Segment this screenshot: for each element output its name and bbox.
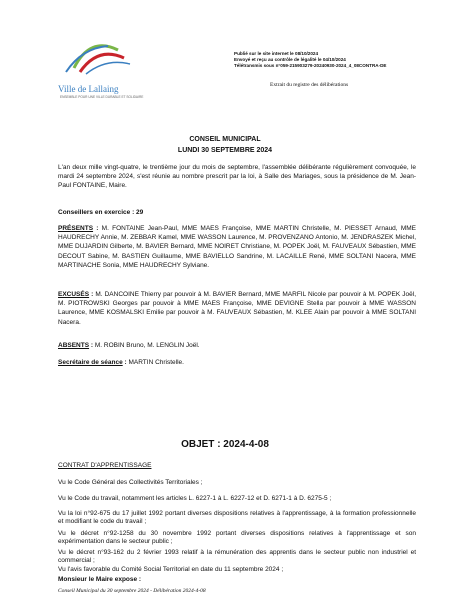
excuses-label: EXCUSÉS [58, 291, 90, 298]
intro-paragraph: L'an deux mille vingt-quatre, le trentième jour du mois de septembre, l'assemblée délibérante régulièrement convoquée, le mardi 24 septembre 2024, s'est réunie au nombre prescrit par la loi, à Salle des Mariages, sous la présidence de M. Jean-Paul FONTAINE, Maire. [58, 164, 416, 190]
visa-5: Vu le décret n°93-162 du 2 février 1993 relatif à la rémunération des apprentis dans le secteur public non industriel et commercial ; [58, 549, 416, 565]
presents-list: M. FONTAINE Jean-Paul, MME MAES Françoise, MME MARTIN Christelle, M. PIESSET Arnaud, MME HAUDRECHY Annie, M. ZEBBAR Kamel, MME WASSON Laurence, M. PROVENZANO Antonio, M. JENDRASZEK Michel, MME DUJARDIN Gilberte, M. BAVIER Bernard, MME NOIRET Christiane, M. POPEK Joël, M. FAUVEAUX Sébastien, MME DECOUT Sabine, M. BASTIEN Guillaume, MME BAVIELLO Sandrine, M. LACAILLE René, MME SOLTANI Nacera, MME MARTINACHE Sonia, MME HAUDRECHY Sylviane. [58, 225, 416, 269]
conseillers-count: 29 [136, 209, 144, 216]
register-extract: Extrait du registre des délibérations [270, 82, 349, 88]
document-title: CONSEIL MUNICIPAL [189, 136, 261, 143]
presents-label: PRÉSENTS [58, 225, 94, 232]
logo-name: Ville de Lallaing [58, 84, 119, 94]
logo-tagline: ENSEMBLE POUR UNE VILLE DURABLE ET SOLIDAIRE [60, 95, 144, 99]
absents-label: ABSENTS [58, 342, 90, 349]
secretaire-label: Secrétaire de séance [58, 359, 123, 366]
secretaire-line: Secrétaire de séance : MARTIN Christelle. [58, 359, 184, 366]
visa-3: Vu la loi n°92-675 du 17 juillet 1992 portant diverses dispositions relatives à l'apprentissage, à la formation professionnelle et modifiant le code du travail ; [58, 510, 416, 526]
conseillers-line: Conseillers en exercice : 29 [58, 209, 144, 216]
secretaire-name: MARTIN Christelle. [128, 359, 184, 366]
publication-stamp [234, 51, 387, 68]
section-heading: CONTRAT D'APPRENTISSAGE [58, 462, 152, 469]
presents-paragraph: PRÉSENTS : M. FONTAINE Jean-Paul, MME MAES Françoise, MME MARTIN Christelle, M. PIESSET Arnaud, MME HAUDRECHY Annie, M. ZEBBAR Kamel, MME WASSON Laurence, M. PROVENZANO Antonio, M. JENDRASZEK Michel, MME DUJARDIN Gilberte, M. BAVIER Bernard, MME NOIRET Christiane, M. POPEK Joël, M. FAUVEAUX Sébastien, MME DECOUT Sabine, M. BASTIEN Guillaume, MME BAVIELLO Sandrine, M. LACAILLE René, MME SOLTANI Nacera, MME MARTINACHE Sonia, MME HAUDRECHY Sylviane. [58, 225, 416, 269]
stamp-received: Envoyé et reçu au contrôle de légalité le 04/10/2024 [234, 56, 346, 62]
absents-list: M. ROBIN Bruno, M. LENGLIN Joël. [94, 342, 200, 349]
deliberation-object: OBJET : 2024-4-08 [181, 439, 269, 450]
excuses-list: M. DANCOINE Thierry par pouvoir à M. BAVIER Bernard, MME MARFIL Nicole par pouvoir à M. POPEK Joël, M. PIOTROWSKI Georges par pouvoir à MME MAES Françoise, MME DEVIGNE Stella par pouvoir à MME WASSON Laurence, MME KOSMALSKI Emilie par pouvoir à M. FAUVEAUX Sébastien, M. KLEE Alain par pouvoir à MME SOLTANI Nacera. [58, 291, 416, 326]
absents-line: ABSENTS : M. ROBIN Bruno, M. LENGLIN Joël. [58, 342, 200, 349]
visa-1: Vu le Code Général des Collectivités Territoriales ; [58, 479, 203, 486]
excuses-paragraph: EXCUSÉS : M. DANCOINE Thierry par pouvoir à M. BAVIER Bernard, MME MARFIL Nicole par pouvoir à M. POPEK Joël, M. PIOTROWSKI Georges par pouvoir à MME MAES Françoise, MME DEVIGNE Stella par pouvoir à MME WASSON Laurence, MME KOSMALSKI Emilie par pouvoir à M. FAUVEAUX Sébastien, M. KLEE Alain par pouvoir à MME SOLTANI Nacera. [58, 291, 416, 326]
visa-2: Vu le Code du travail, notamment les articles L. 6227-1 à L. 6227-12 et D. 6271-1 à D. 6275-5 ; [58, 495, 332, 502]
meeting-date: LUNDI 30 SEPTEMBRE 2024 [177, 147, 273, 154]
page-footer: Conseil Municipal du 30 septembre 2024 - Délibération 2024-4-08 [58, 588, 206, 594]
visa-4: Vu le décret n°92-1258 du 30 novembre 1992 portant diverses dispositions relatives à l'apprentissage et son expérimentation dans le secteur public ; [58, 530, 416, 546]
conseillers-label: Conseillers en exercice [58, 209, 131, 216]
stamp-published: Publié sur le site internet le 08/10/2024 [234, 51, 319, 56]
visa-6: Vu l'avis favorable du Comité Social Territorial en date du 11 septembre 2024 ; [58, 566, 284, 573]
stamp-transmitted: Télétransmis sous n°059-215903279-20240930-2024_4_08CONTRA-DE [234, 62, 387, 68]
expose-line: Monsieur le Maire expose : [58, 576, 142, 583]
